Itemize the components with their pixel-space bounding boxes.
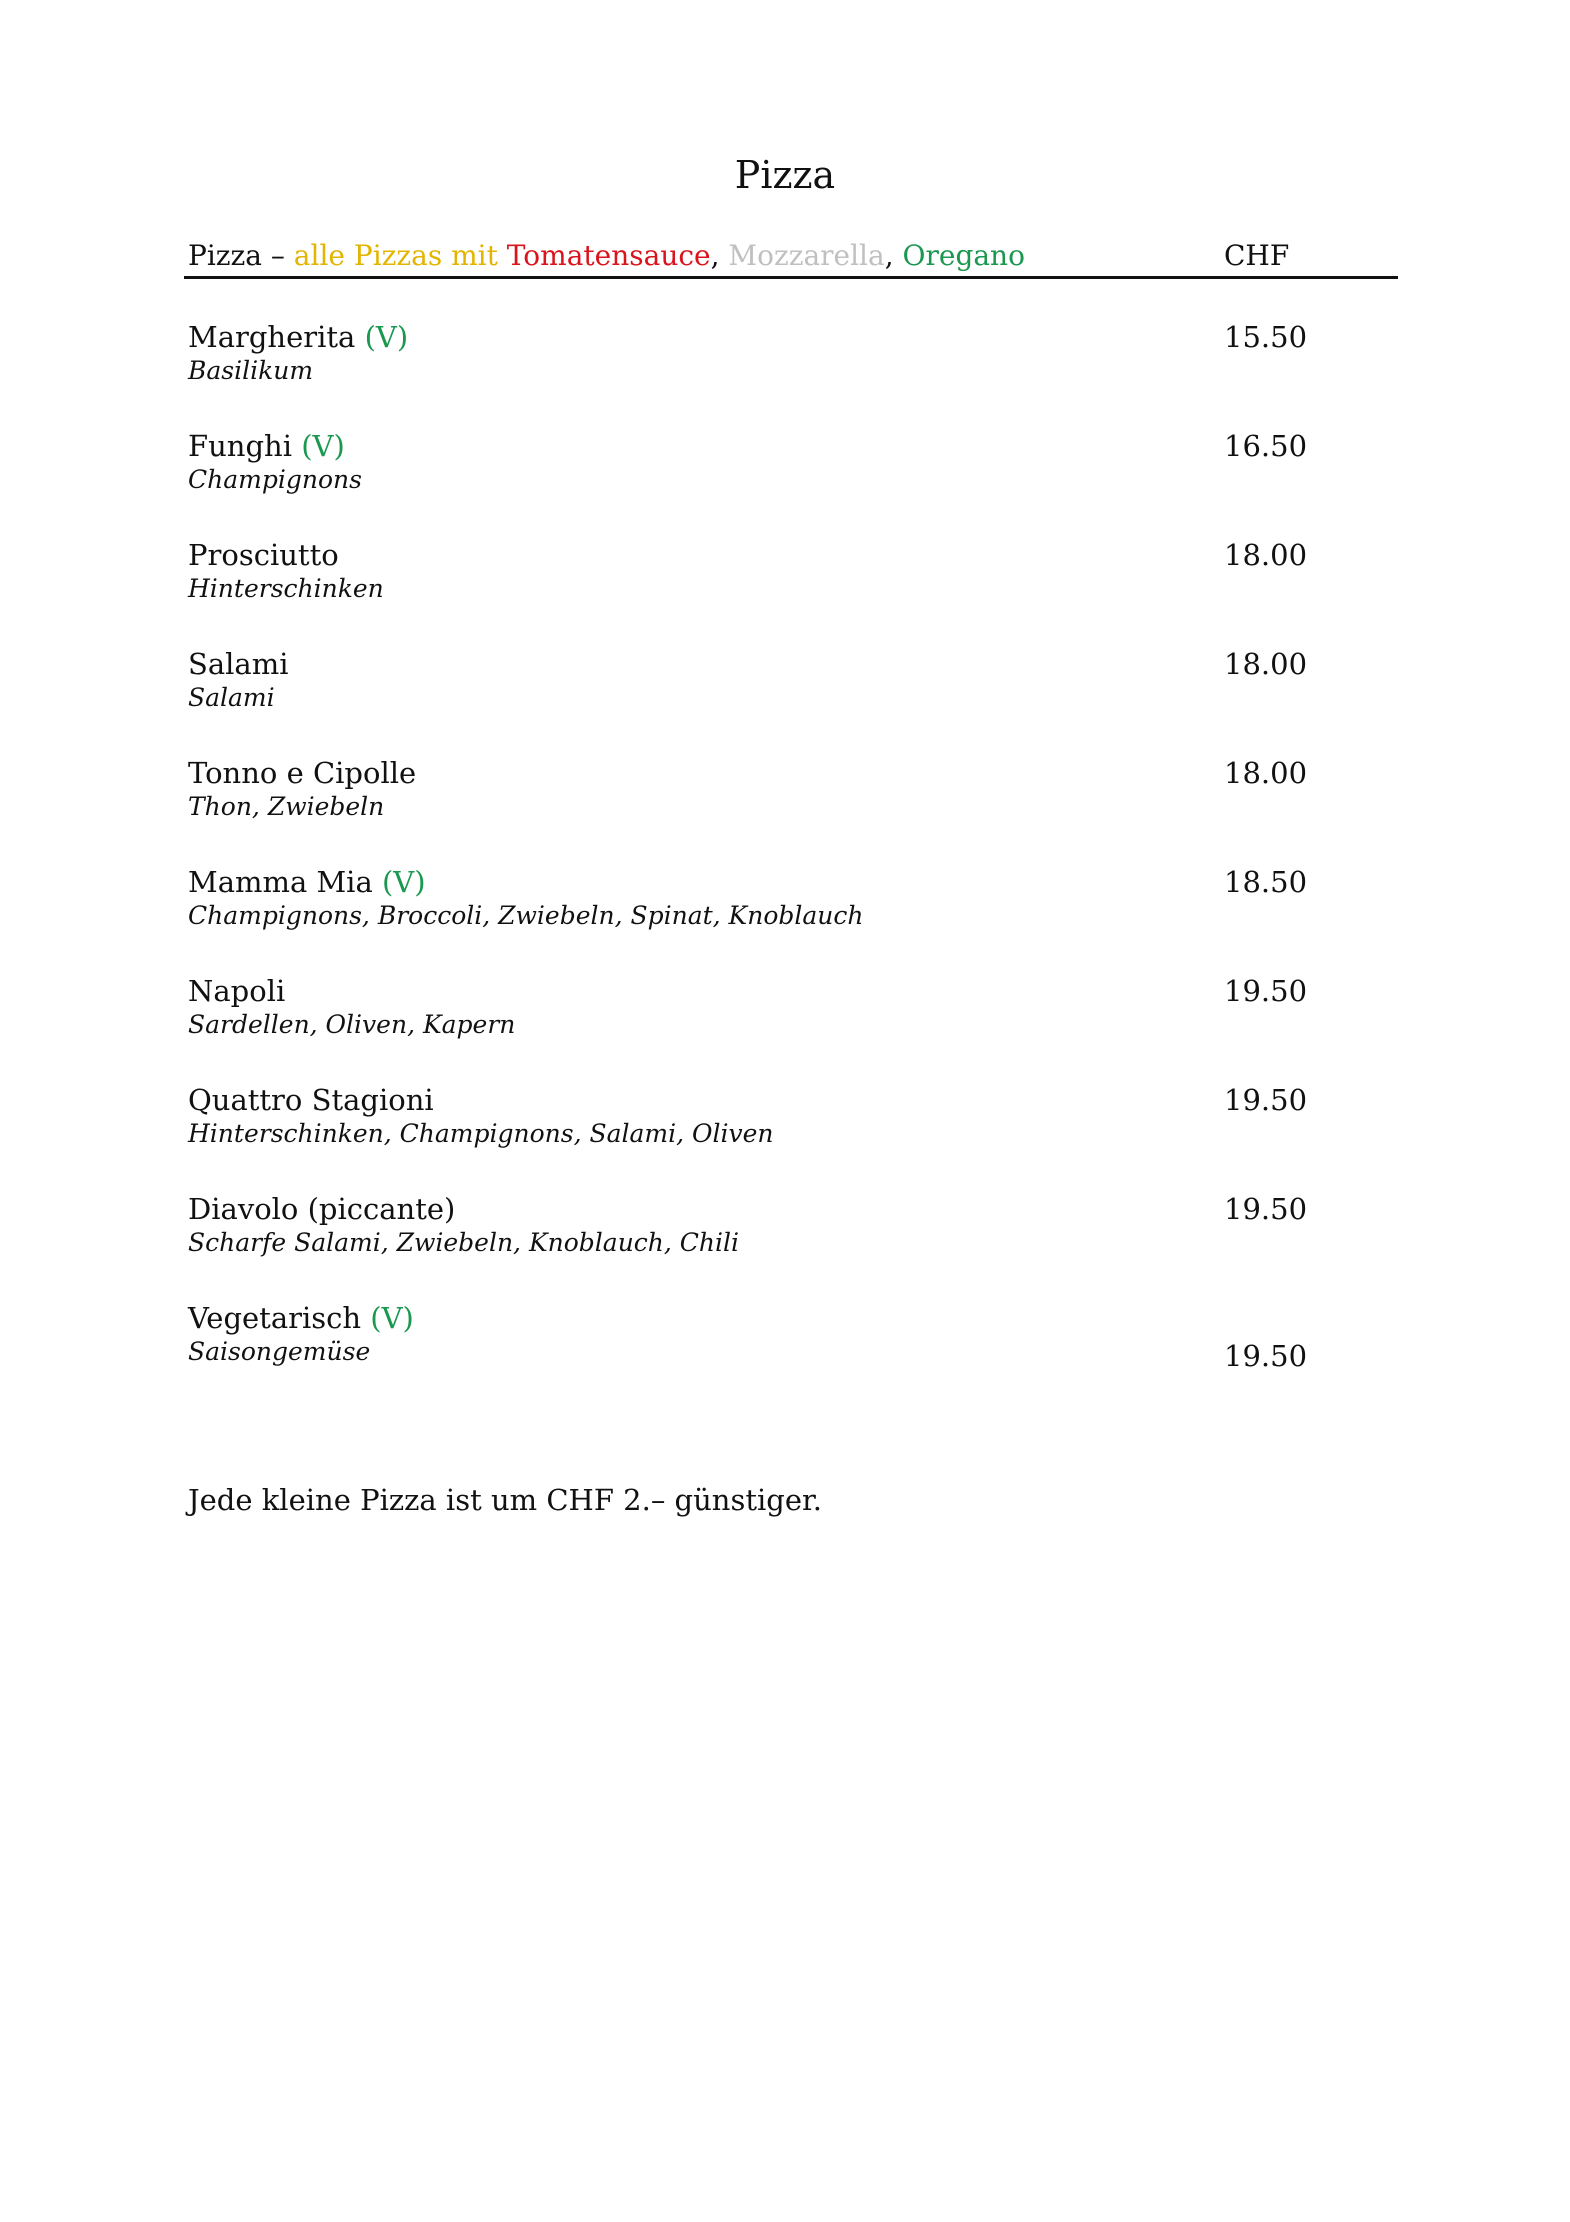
header-segment: Mozzarella bbox=[728, 239, 885, 272]
item-price: 19.50 bbox=[1224, 1192, 1308, 1226]
item-name-text: Tonno e Cipolle bbox=[188, 756, 417, 790]
currency-label: CHF bbox=[1224, 239, 1290, 272]
item-name-text: Vegetarisch bbox=[188, 1301, 362, 1335]
header-description bbox=[188, 236, 1025, 276]
item-ingredients: Basilikum bbox=[188, 356, 314, 385]
item-name bbox=[188, 1299, 414, 1337]
item-ingredients: Champignons bbox=[188, 465, 362, 494]
item-name bbox=[188, 1190, 455, 1228]
item-price: 19.50 bbox=[1224, 974, 1308, 1008]
menu-item bbox=[188, 863, 1398, 972]
header-divider bbox=[184, 276, 1398, 279]
menu-item bbox=[188, 1299, 1398, 1408]
item-name bbox=[188, 863, 426, 901]
item-name-text: Margherita bbox=[188, 320, 356, 354]
item-price: 16.50 bbox=[1224, 429, 1308, 463]
menu-item bbox=[188, 645, 1398, 754]
vegetarian-marker: (V) bbox=[301, 429, 345, 463]
header-segment: , bbox=[884, 239, 903, 272]
item-price: 19.50 bbox=[1224, 1083, 1308, 1117]
menu-items bbox=[188, 318, 1398, 1408]
item-ingredients: Hinterschinken, Champignons, Salami, Oliven bbox=[188, 1119, 774, 1148]
item-name-text: Mamma Mia bbox=[188, 865, 373, 899]
menu-item bbox=[188, 536, 1398, 645]
menu-item bbox=[188, 1190, 1398, 1299]
item-price: 18.50 bbox=[1224, 865, 1308, 899]
item-name bbox=[188, 318, 408, 356]
item-ingredients: Scharfe Salami, Zwiebeln, Knoblauch, Chili bbox=[188, 1228, 740, 1257]
item-name bbox=[188, 754, 416, 792]
item-name-text: Napoli bbox=[188, 974, 286, 1008]
menu-header bbox=[188, 236, 1398, 276]
item-price: 18.00 bbox=[1224, 647, 1308, 681]
vegetarian-marker: (V) bbox=[364, 320, 409, 354]
item-ingredients: Champignons, Broccoli, Zwiebeln, Spinat, Knoblauch bbox=[188, 901, 864, 930]
menu-item bbox=[188, 318, 1398, 427]
menu-item bbox=[188, 1081, 1398, 1190]
item-ingredients: Saisongemüse bbox=[188, 1337, 371, 1366]
menu-item bbox=[188, 427, 1398, 536]
item-name-text: Funghi bbox=[188, 429, 292, 463]
footer-note: Jede kleine Pizza ist um CHF 2.– günstiger. bbox=[188, 1483, 822, 1517]
item-ingredients: Thon, Zwiebeln bbox=[188, 792, 385, 821]
item-name bbox=[188, 536, 339, 574]
item-ingredients: Salami bbox=[188, 683, 275, 712]
item-name-text: Quattro Stagioni bbox=[188, 1083, 434, 1117]
item-price: 18.00 bbox=[1224, 538, 1308, 572]
header-segment: , bbox=[710, 239, 729, 272]
header-segment: Tomatensauce bbox=[506, 239, 711, 272]
vegetarian-marker: (V) bbox=[370, 1301, 414, 1335]
item-price: 19.50 bbox=[1224, 1339, 1308, 1373]
header-prefix: Pizza – bbox=[188, 239, 294, 272]
page-title: Pizza bbox=[734, 153, 836, 197]
item-name bbox=[188, 972, 285, 1010]
menu-item bbox=[188, 754, 1398, 863]
header-segment: alle Pizzas mit bbox=[293, 239, 507, 272]
item-name-text: Salami bbox=[188, 647, 289, 681]
item-name bbox=[188, 1081, 434, 1119]
item-name bbox=[188, 427, 345, 465]
item-price: 18.00 bbox=[1224, 756, 1308, 790]
item-name-text: Diavolo (piccante) bbox=[188, 1192, 456, 1226]
item-ingredients: Sardellen, Oliven, Kapern bbox=[188, 1010, 516, 1039]
vegetarian-marker: (V) bbox=[381, 865, 426, 899]
item-name-text: Prosciutto bbox=[188, 538, 339, 572]
item-price: 15.50 bbox=[1224, 320, 1308, 354]
menu-item bbox=[188, 972, 1398, 1081]
item-ingredients: Hinterschinken bbox=[188, 574, 384, 603]
header-segment: Oregano bbox=[902, 239, 1025, 272]
item-name bbox=[188, 645, 289, 683]
